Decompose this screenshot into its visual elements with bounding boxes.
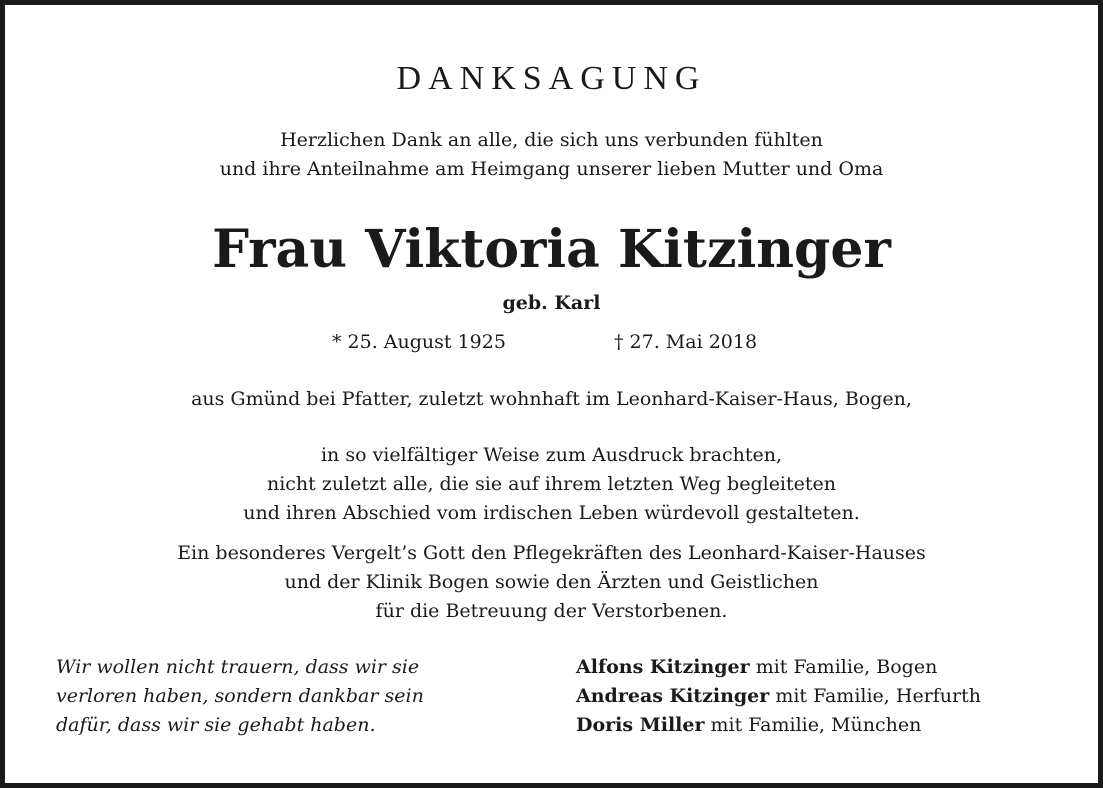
staff-thanks-text: [5, 539, 1098, 626]
family-member-detail: mit Familie, Herfurth: [769, 685, 981, 707]
intro-line: Herzlichen Dank an alle, die sich uns verbunden fühlten: [280, 129, 823, 151]
family-member-name: Alfons Kitzinger: [576, 656, 750, 678]
thanks-line: und ihren Abschied vom irdischen Leben würdevoll gestalteten.: [243, 502, 860, 524]
family-entry: [576, 711, 981, 740]
family-member-name: Andreas Kitzinger: [576, 685, 770, 707]
intro-text: [5, 126, 1098, 184]
staff-thanks-line: für die Betreuung der Verstorbenen.: [375, 600, 728, 622]
maiden-name: geb. Karl: [502, 292, 601, 314]
thanks-line: in so vielfältiger Weise zum Ausdruck brachten,: [320, 444, 783, 466]
staff-thanks-line: und der Klinik Bogen sowie den Ärzten und Geistlichen: [284, 571, 819, 593]
family-member-name: Doris Miller: [576, 714, 705, 736]
staff-thanks-line: Ein besonderes Vergelt’s Gott den Pflegekräften des Leonhard-Kaiser-Hauses: [177, 542, 926, 564]
quote-line: dafür, dass wir sie gehabt haben.: [56, 714, 376, 736]
death-date: † 27. Mai 2018: [614, 331, 758, 353]
origin-text: aus Gmünd bei Pfatter, zuletzt wohnhaft im Leonhard-Kaiser-Haus, Bogen,: [191, 388, 912, 410]
family-entry: [576, 682, 981, 711]
thanks-line: nicht zuletzt alle, die sie auf ihrem letzten Weg begleiteten: [266, 473, 837, 495]
intro-line: und ihre Anteilnahme am Heimgang unserer lieben Mutter und Oma: [219, 158, 884, 180]
family-member-detail: mit Familie, München: [704, 714, 922, 736]
quote-line: Wir wollen nicht trauern, dass wir sie: [56, 656, 420, 678]
bereaved-family-list: [576, 653, 981, 740]
memorial-quote: [56, 653, 424, 740]
family-member-detail: mit Familie, Bogen: [749, 656, 938, 678]
thanks-text: [5, 441, 1098, 528]
deceased-name: Frau Viktoria Kitzinger: [212, 219, 891, 280]
notice-heading: DANKSAGUNG: [396, 60, 707, 97]
family-entry: [576, 653, 981, 682]
birth-date: * 25. August 1925: [332, 331, 506, 353]
quote-line: verloren haben, sondern dankbar sein: [56, 685, 424, 707]
